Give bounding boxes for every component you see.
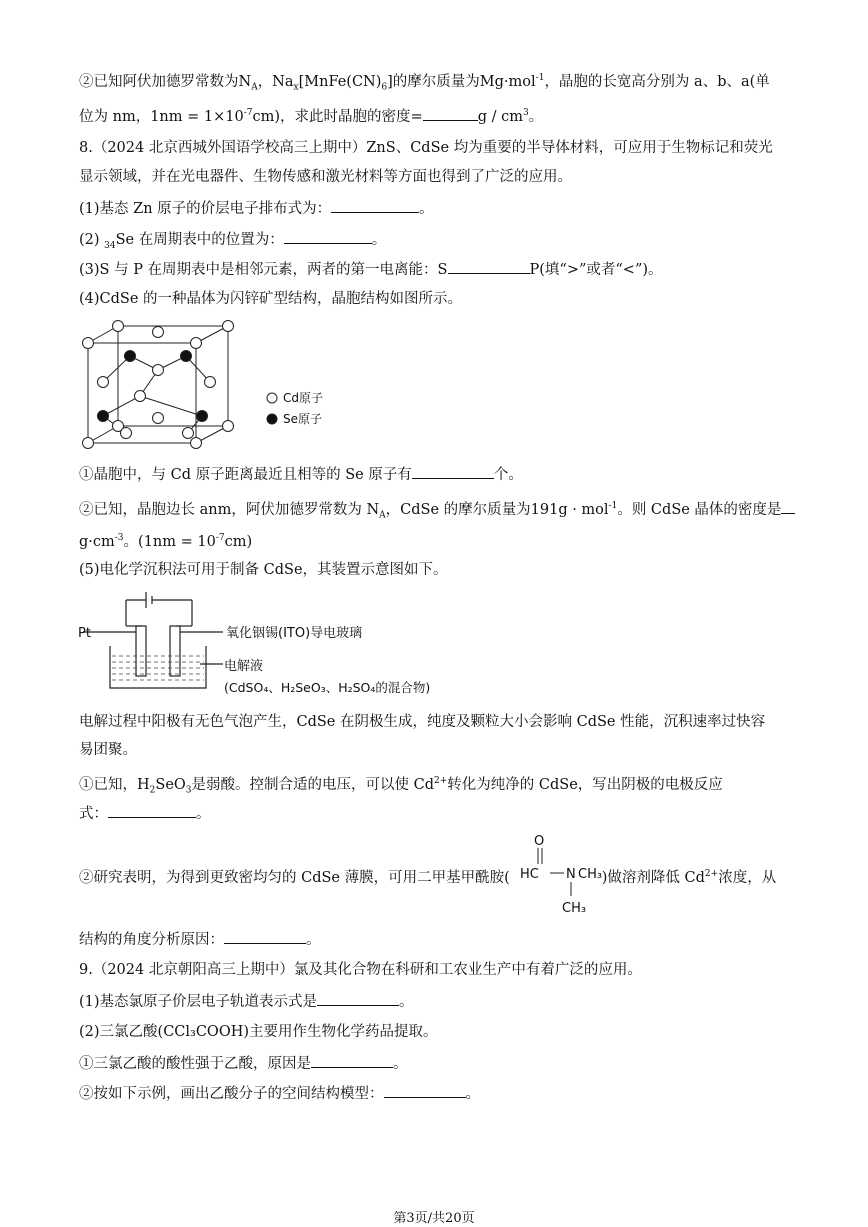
legend-cd-label: Cd原子 — [283, 391, 323, 405]
answer-blank[interactable] — [423, 106, 478, 121]
q9-stem: 9.（2024 北京朝阳高三上期中）氯及其化合物在科研和工农业生产中有着广泛的应用。 — [79, 962, 642, 978]
q8-part5-text1: 电解过程中阳极有无色气泡产生，CdSe 在阴极生成，纯度及颗粒大小会影响 CdSe 性能，沉积速率过快容 — [79, 714, 766, 730]
answer-blank[interactable] — [311, 1053, 393, 1068]
q9-part2-2: ②按如下示例，画出乙酸分子的空间结构模型： 。 — [79, 1083, 808, 1104]
answer-blank[interactable] — [317, 991, 399, 1006]
q8-part5-2-cont: 结构的角度分析原因： 。 — [79, 929, 808, 950]
electrodeposition-apparatus — [78, 588, 498, 700]
answer-blank[interactable] — [284, 229, 372, 244]
answer-blank[interactable] — [448, 259, 530, 274]
dmf-n: N — [566, 867, 576, 882]
q9-part2-1: ①三氯乙酸的酸性强于乙酸，原因是 。 — [79, 1053, 808, 1074]
ito-label: 氧化铟锡(ITO)导电玻璃 — [226, 626, 363, 641]
q7-part2-line2: 位为 nm，$1nm = 1\times 10^{-7}cm$)，求此时晶胞的密度= g / $cm^3$。 — [79, 103, 808, 127]
q9-part2: (2)三氯乙酸(CCl₃COOH)主要用作生物化学药品提取。 — [79, 1024, 438, 1040]
answer-blank[interactable] — [384, 1083, 466, 1098]
electrolyte-label: 电解液 — [224, 659, 264, 674]
pt-label: Pt — [78, 626, 91, 641]
mixture-label: (CdSO₄、H₂SeO₃、H₂SO₄的混合物) — [224, 680, 431, 695]
q8-part5-1-cont: 式： 。 — [79, 803, 808, 824]
q7-part2-line1: ②已知阿伏加德罗常数为$N_A$，$Na_x[MnFe(CN)_6]$的摩尔质量为Mg·mol$^{-1}$，晶胞的长宽高分别为 a、b、a(单 — [79, 73, 770, 93]
answer-blank[interactable] — [412, 464, 494, 479]
answer-blank[interactable] — [108, 803, 196, 818]
dmf-hc: HC — [520, 867, 539, 882]
q8-stem-1: 8.（2024 北京西城外国语学校高三上期中）ZnS、CdSe 均为重要的半导体材料，可应用于生物标记和荧光 — [79, 140, 773, 156]
answer-blank[interactable] — [781, 499, 795, 514]
answer-blank[interactable] — [224, 929, 306, 944]
q8-part4: (4)CdSe 的一种晶体为闪锌矿型结构，晶胞结构如图所示。 — [79, 291, 463, 307]
q8-part4-1: ①晶胞中，与 Cd 原子距离最近且相等的 Se 原子有 个。 — [79, 464, 808, 485]
q8-part5-2: ②研究表明，为得到更致密均匀的 CdSe 薄膜，可用二甲基甲酰胺( )做溶剂降低 $Cd^{2+}$浓度，从 — [79, 869, 777, 886]
q9-part1: (1)基态氯原子价层电子轨道表示式是 。 — [79, 991, 808, 1012]
q8-part5: (5)电化学沉积法可用于制备 CdSe，其装置示意图如下。 — [79, 562, 448, 578]
dmf-ch3-bottom: CH₃ — [562, 901, 587, 916]
q8-stem-2: 显示领域，并在光电器件、生物传感和激光材料等方面也得到了广泛的应用。 — [79, 169, 572, 185]
q8-part2: (2) $_{34}$Se 在周期表中的位置为： 。 — [79, 229, 808, 256]
zinc-blende-cell-figure — [78, 318, 338, 453]
answer-blank[interactable] — [331, 198, 419, 213]
dmf-structure — [512, 830, 612, 920]
q8-part5-1: ①已知，$H_2SeO_3$是弱酸。控制合适的电压，可以使 $Cd^{2+}$转化为纯净的 CdSe，写出阴极的电极反应 — [79, 776, 723, 796]
dmf-o: O — [534, 834, 545, 849]
page-footer: 第3页/共20页 — [393, 1211, 475, 1226]
q8-part3: (3)S 与 P 在周期表中是相邻元素，两者的第一电离能：S P(填“>”或者“<”)。 — [79, 259, 808, 280]
q8-part4-2-cont: $g\cdot cm^{-3}$。$(1nm = 10^{-7}cm)$ — [79, 533, 253, 550]
q8-part1: (1)基态 Zn 原子的价层电子排布式为： 。 — [79, 198, 808, 219]
dmf-ch3-right: CH₃ — [578, 867, 603, 882]
q8-part4-2: ②已知，晶胞边长 anm，阿伏加德罗常数为 $N_A$，CdSe 的摩尔质量为191g · mol$^{-1}$。则 CdSe 晶体的密度是 — [79, 496, 808, 526]
q8-part5-text2: 易团聚。 — [79, 742, 137, 758]
legend-se-label: Se原子 — [283, 412, 323, 426]
